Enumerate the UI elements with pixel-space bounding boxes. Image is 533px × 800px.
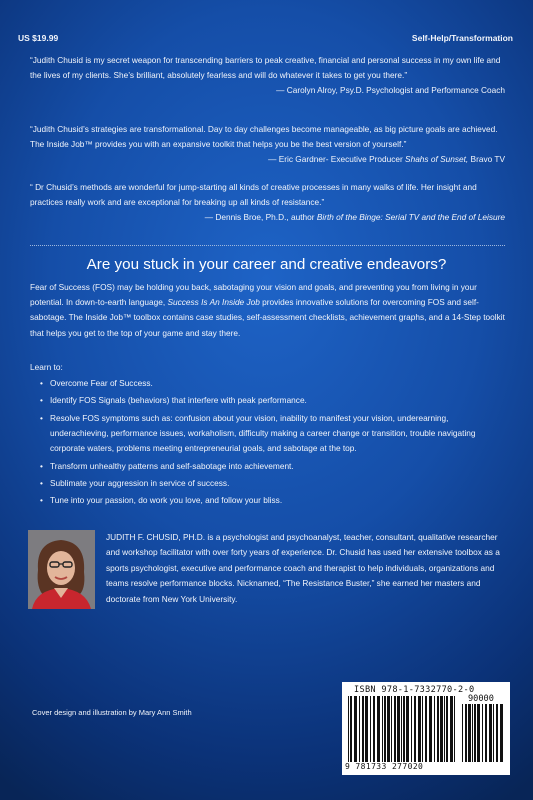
list-item: • Resolve FOS symptoms such as: confusion about your vision, inability to manifest your vision, underearning, underachieving, performance issues, workaholism, difficulty making a career change or transition, trouble navigating corporate waters, problems meeting entrepreneurial goals, and sabotage at the top. [30, 411, 509, 457]
category-label: Self-Help/Transformation [411, 33, 513, 43]
cover-credit: Cover design and illustration by Mary Ann Smith [32, 708, 192, 717]
author-bio [106, 530, 509, 607]
isbn-label: ISBN 978-1-7332770-2-0 [354, 685, 475, 695]
author-portrait-illustration [28, 530, 95, 609]
attribution-prefix: — Dennis Broe, Ph.D., author [204, 212, 317, 222]
attribution-show-title: Shahs of Sunset, [405, 154, 469, 164]
list-item: • Sublimate your aggression in service of success. [30, 476, 509, 491]
benefits-list [30, 376, 509, 511]
testimonial-quote [30, 122, 505, 167]
price-label: US $19.99 [18, 33, 59, 43]
list-item: • Identify FOS Signals (behaviors) that interfere with peak performance. [30, 393, 509, 408]
attribution-suffix: Bravo TV [468, 154, 505, 164]
isbn-barcode [342, 682, 510, 775]
list-item: • Tune into your passion, do work you love, and follow your bliss. [30, 493, 509, 508]
quote-attribution [30, 210, 505, 225]
addon-barcode-bars [462, 704, 504, 762]
testimonial-quote [30, 53, 505, 98]
attribution-prefix: — Eric Gardner- Executive Producer [268, 154, 406, 164]
attribution-book-title: Birth of the Binge: Serial TV and the End of Leisure [316, 212, 505, 222]
quote-text: “ Dr Chusid’s methods are wonderful for jump-starting all kinds of creative processes in many walks of life. Her insight and practices really work and are exceptional for breaking up all kinds of resistance.” [30, 182, 477, 207]
intro-text-continued: provides innovative solutions for overcoming FOS and self-sabotage. The Inside Job™ toolbox contains case studies, self-assessment checklists, achievement graphs, and a 14-Step toolkit that helps you get to the top of your game and stay there. [30, 297, 505, 338]
quote-text: “Judith Chusid is my secret weapon for transcending barriers to peak creative, financial and personal success in my own life and the lives of my clients. She’s brilliant, absolutely fearless and will do whatever it takes to get you there.” [30, 55, 501, 80]
author-name: JUDITH F. CHUSID, PH.D. [106, 532, 206, 542]
book-title: Success Is An Inside Job [167, 297, 260, 308]
author-photo [28, 530, 95, 609]
dotted-divider [30, 245, 505, 246]
list-item: • Transform unhealthy patterns and self-sabotage into achievement. [30, 459, 509, 474]
learn-label: Learn to: [30, 362, 63, 372]
headline: Are you stuck in your career and creative endeavors? [86, 256, 447, 273]
testimonial-quote [30, 180, 505, 225]
list-item: • Overcome Fear of Success. [30, 376, 509, 391]
quote-attribution [30, 152, 505, 167]
ean-barcode-bars [348, 696, 458, 762]
barcode-digits: 9 781733 277020 [345, 762, 424, 771]
bio-text: is a psychologist and psychoanalyst, teacher, consultant, qualitative researcher and workshop facilitator with over forty years of experience. Dr. Chusid has used her extensive toolbox as a sports psychologist, executive and performance coach and therapist to help individuals, organizations and teams resolve performance blocks. Nicknamed, “The Resistance Buster,” she earned her masters and doctorate from New York University. [106, 532, 500, 604]
quote-attribution: — Carolyn Alroy, Psy.D. Psychologist and Performance Coach [276, 85, 505, 95]
intro-text: Fear of Success (FOS) may be holding you back, sabotaging your vision and goals, and preventing you from living in your potential. In down-to-earth language, [30, 282, 477, 308]
price-addon-code: 90000 [468, 694, 494, 704]
quote-text: “Judith Chusid’s strategies are transformational. Day to day challenges become manageable, as big picture goals are achieved. The Inside Job™ provides you with an expansive toolkit that helps you be the best version of yourself.” [30, 124, 498, 149]
intro-paragraph [30, 280, 507, 341]
